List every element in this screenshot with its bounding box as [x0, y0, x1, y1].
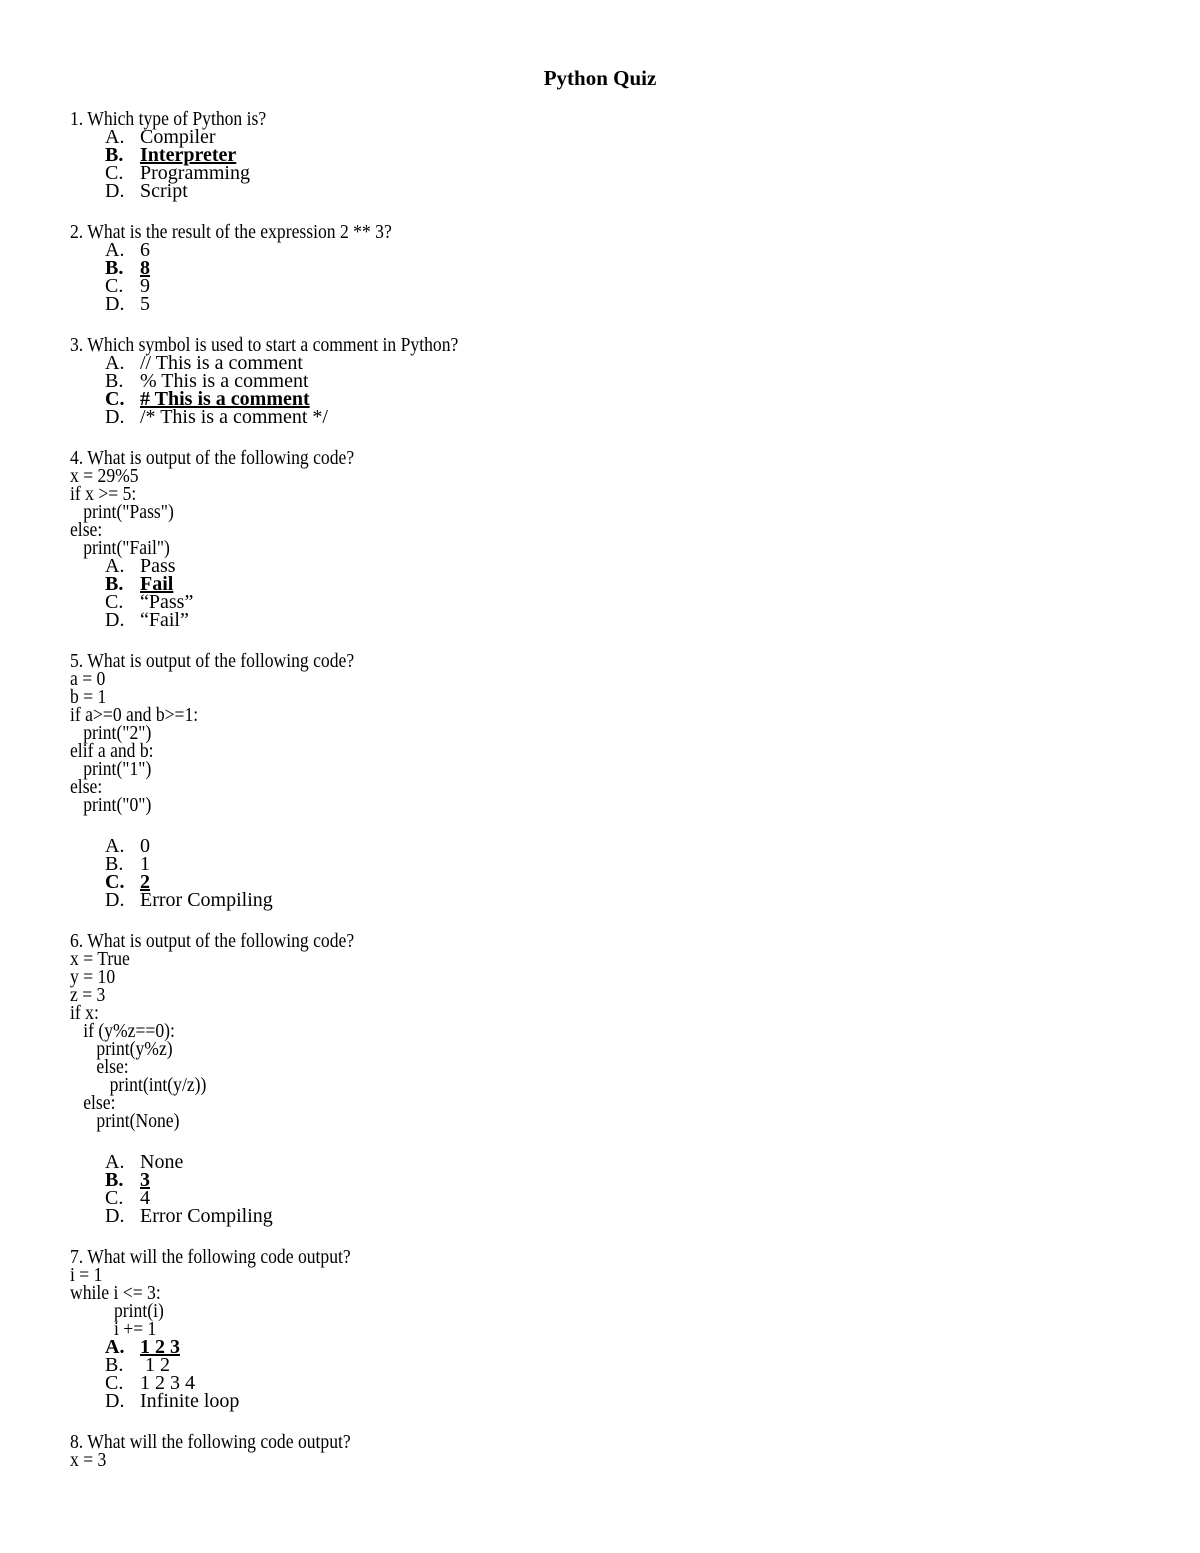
option-letter: A.: [105, 1151, 125, 1173]
option-letter: B.: [105, 144, 124, 166]
question-2-prompt: 2. What is the result of the expression 2 ** 3?: [70, 221, 392, 243]
option-text: 1: [140, 853, 150, 875]
option-letter: D.: [105, 889, 125, 911]
option-letter: A.: [105, 1336, 125, 1358]
option-text: Programming: [140, 162, 250, 184]
option-text: 1 2: [140, 1354, 170, 1376]
code-line: a = 0: [70, 668, 106, 690]
code-line: y = 10: [70, 966, 116, 988]
option-text: // This is a comment: [140, 352, 303, 374]
option-text: “Fail”: [140, 609, 189, 631]
code-line: i += 1: [70, 1318, 157, 1340]
option-letter: A.: [105, 126, 125, 148]
code-line: elif a and b:: [70, 740, 154, 762]
option-text: 2: [140, 871, 150, 893]
option-letter: B.: [105, 1354, 124, 1376]
question-1-prompt: 1. Which type of Python is?: [70, 108, 267, 130]
code-line: else:: [70, 1092, 116, 1114]
option-letter: A.: [105, 555, 125, 577]
option-text: Interpreter: [140, 144, 237, 166]
option-letter: C.: [105, 388, 125, 410]
option-letter: D.: [105, 609, 125, 631]
code-line: if a>=0 and b>=1:: [70, 704, 199, 726]
option-letter: A.: [105, 239, 125, 261]
question-4-prompt: 4. What is output of the following code?: [70, 447, 355, 469]
code-line: else:: [70, 776, 103, 798]
option-text: % This is a comment: [140, 370, 309, 392]
option-text: 1 2 3: [140, 1336, 180, 1358]
question-5-prompt: 5. What is output of the following code?: [70, 650, 355, 672]
option-text: 8: [140, 257, 150, 279]
code-line: print("Fail"): [70, 537, 170, 559]
code-line: else:: [70, 1056, 129, 1078]
option-letter: B.: [105, 370, 124, 392]
option-letter: C.: [105, 871, 125, 893]
option-text: Script: [140, 180, 188, 202]
code-line: print(int(y/z)): [70, 1074, 207, 1096]
option-text: 1 2 3 4: [140, 1372, 195, 1394]
code-line: if x >= 5:: [70, 483, 137, 505]
question-8-prompt: 8. What will the following code output?: [70, 1431, 351, 1453]
option-letter: C.: [105, 162, 124, 184]
page-title: Python Quiz: [543, 66, 657, 90]
option-text: 3: [140, 1169, 150, 1191]
code-line: x = True: [70, 948, 130, 970]
question-6-prompt: 6. What is output of the following code?: [70, 930, 355, 952]
code-line: print("1"): [70, 758, 152, 780]
option-letter: A.: [105, 835, 125, 857]
option-letter: D.: [105, 1205, 125, 1227]
code-line: print(y%z): [70, 1038, 173, 1060]
option-text: Pass: [140, 555, 176, 577]
code-line: print(None): [70, 1110, 180, 1132]
option-letter: B.: [105, 853, 124, 875]
question-7-prompt: 7. What will the following code output?: [70, 1246, 351, 1268]
code-line: b = 1: [70, 686, 107, 708]
option-text: 6: [140, 239, 150, 261]
option-letter: C.: [105, 591, 124, 613]
code-line: if x:: [70, 1002, 99, 1024]
option-text: “Pass”: [140, 591, 194, 613]
code-line: print("2"): [70, 722, 152, 744]
option-text: Fail: [140, 573, 174, 595]
option-text: 5: [140, 293, 150, 315]
option-letter: D.: [105, 406, 125, 428]
code-line: x = 3: [70, 1449, 107, 1471]
code-line: x = 29%5: [70, 465, 139, 487]
code-line: i = 1: [70, 1264, 103, 1286]
option-text: 0: [140, 835, 150, 857]
option-letter: C.: [105, 275, 124, 297]
question-3-prompt: 3. Which symbol is used to start a comment in Python?: [70, 334, 459, 356]
code-line: print("0"): [70, 794, 152, 816]
code-line: print("Pass"): [70, 501, 174, 523]
option-letter: C.: [105, 1187, 124, 1209]
option-letter: D.: [105, 293, 125, 315]
code-line: print(i): [70, 1300, 164, 1322]
option-text: Error Compiling: [140, 889, 273, 911]
option-letter: D.: [105, 180, 125, 202]
code-line: z = 3: [70, 984, 106, 1006]
option-text: # This is a comment: [140, 388, 310, 410]
option-letter: B.: [105, 1169, 124, 1191]
code-line: if (y%z==0):: [70, 1020, 175, 1042]
option-letter: C.: [105, 1372, 124, 1394]
option-text: None: [140, 1151, 184, 1173]
option-text: 4: [140, 1187, 150, 1209]
option-letter: D.: [105, 1390, 125, 1412]
option-text: Compiler: [140, 126, 216, 148]
option-text: Error Compiling: [140, 1205, 273, 1227]
option-text: Infinite loop: [140, 1390, 240, 1412]
option-letter: B.: [105, 257, 124, 279]
option-text: /* This is a comment */: [140, 406, 328, 428]
option-letter: B.: [105, 573, 124, 595]
option-text: 9: [140, 275, 150, 297]
code-line: while i <= 3:: [70, 1282, 161, 1304]
code-line: else:: [70, 519, 103, 541]
option-letter: A.: [105, 352, 125, 374]
